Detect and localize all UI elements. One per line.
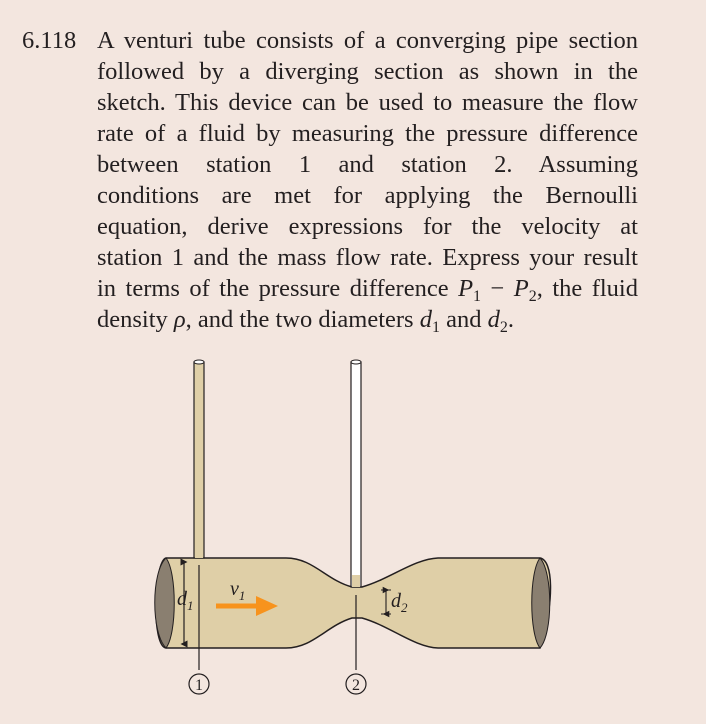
line-9-suffix: , the fluid <box>536 275 638 302</box>
problem-line-9 <box>97 273 638 304</box>
problem-line-8: station 1 and the mass flow rate. Express your result <box>97 244 638 271</box>
pressure-p2-symbol: P <box>513 275 529 302</box>
velocity-symbol: v <box>230 578 239 600</box>
problem-line-2: followed by a diverging section as shown in the <box>97 58 638 85</box>
density-rho: ρ <box>173 306 186 333</box>
problem-line-3: sketch. This device can be used to measure the flow <box>97 89 638 116</box>
diameter-d2-symbol: d <box>487 306 500 333</box>
pressure-p2 <box>513 275 537 305</box>
diameter-d2-text <box>487 306 508 336</box>
station-2-label: 2 <box>352 677 360 694</box>
diameter-2-symbol: d <box>391 590 401 612</box>
diameter-d2-subscript: 2 <box>499 319 508 336</box>
velocity-subscript: 1 <box>238 588 246 603</box>
diameter-1-subscript: 1 <box>187 598 194 613</box>
pressure-tube-station-2 <box>351 362 361 587</box>
diameter-d1-subscript: 1 <box>431 319 440 336</box>
problem-line-4: rate of a fluid by measuring the pressure difference <box>97 120 638 147</box>
problem-body <box>97 25 638 335</box>
line-10-and: and <box>439 306 488 333</box>
diameter-d1-symbol: d <box>419 306 432 333</box>
line-10-end: . <box>507 306 514 333</box>
pressure-tube-station-1-top <box>194 360 204 364</box>
diameter-2-subscript: 2 <box>401 600 408 615</box>
problem-line-5: between station 1 and station 2. Assuming <box>97 151 638 178</box>
problem-line-1: A venturi tube consists of a converging pipe section <box>97 27 638 54</box>
pressure-p1-subscript: 1 <box>473 288 482 305</box>
problem-number: 6.118 <box>22 27 77 54</box>
venturi-figure <box>0 340 706 724</box>
pressure-p2-subscript: 2 <box>528 288 537 305</box>
line-10-middle: , and the two diameters <box>185 306 420 333</box>
venturi-diagram <box>0 340 706 724</box>
problem-line-6: conditions are met for applying the Bernoulli <box>97 182 638 209</box>
problem-statement <box>0 0 706 340</box>
diameter-1-symbol: d <box>177 588 187 610</box>
line-9-prefix: in terms of the pressure difference <box>97 275 459 302</box>
station-2-liquid-column <box>352 575 360 587</box>
pressure-p1 <box>458 275 482 305</box>
minus-sign: − <box>481 275 514 302</box>
pressure-p1-symbol: P <box>458 275 474 302</box>
diameter-d1-text <box>419 306 440 336</box>
pressure-tube-station-2-top <box>351 360 361 364</box>
problem-line-10 <box>97 304 638 335</box>
station-1-label: 1 <box>195 677 203 694</box>
line-10-prefix: density <box>97 306 174 333</box>
problem-line-7: equation, derive expressions for the velocity at <box>97 213 638 240</box>
station-1-liquid-column <box>195 374 203 558</box>
